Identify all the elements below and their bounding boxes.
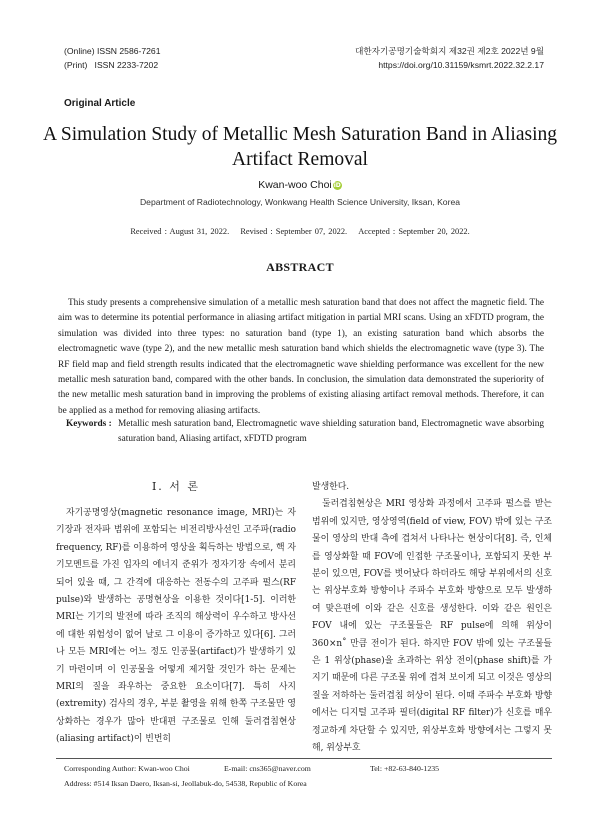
paragraph: 둘러겹침현상은 MRI 영상화 과정에서 고주파 펄스를 받는 범위에 있지만, 영상영역(field of view, FOV) 밖에 있는 구조물이 영상의 반대 측에 겹쳐서 나타나는 현상이다[8]. 즉, 인체를 영상화할 때 FOV에 인접한 구조물이나, 포함되지 못한 부분이 있으면, FOV를 벗어났다 하더라도 해당 부위에서의 신호는 위상부호화 방향이나 주파수 부호화 방향으로 모두 발생하여 맞은편에 이와 같은 신호를 생성한다. 이와 같은 원인은 FOV 내에 있는 구조물들은 RF pulse에 의해 위상이 360×n˚ 만큼 전이가 된다. 하지만 FOV 밖에 있는 구조물들은 1 위상(phase)을 초과하는 위상 전이(phase shift)를 가지기 때문에 다른 구조물 위에 겹쳐 보이게 되고 이것은 영상의 질을 저하하는 둘러겹침 허상이 된다. 이때 주파수 부호화 방향에서는 디지털 고주파 필터(digital RF filter)가 신호를 매우 정교하게 차단할 수 있지만, 위상부호화 방향에서는 그렇지 못해, 위상부호 <box>312 499 552 754</box>
revised-date: Revised : September 07, 2022. <box>240 227 348 236</box>
abstract-heading: ABSTRACT <box>266 260 334 274</box>
section-heading: Ⅰ. 서 론 <box>151 480 201 493</box>
author-tel: Tel: +82-63-840-1235 <box>370 764 440 773</box>
author-email[interactable]: E-mail: cns365@naver.com <box>224 764 311 773</box>
paragraph: 자기공명영상(magnetic resonance image, MRI)는 자기장과 전자파 범위에 포함되는 비전리방사선인 고주파(radio frequency, RF)를 이용하여 영상을 획득하는 방법으로, 핵 자기모멘트를 가진 입자의 에너지 준위가 정자기장 속에서 분리되어 있을 때, 그 간격에 대응하는 전동수의 고주파 펄스(RF pulse)와 발생하는 공명현상을 이용한 것이다[1-5]. 이러한 MRI는 기기의 발전에 따라 조직의 해상력이 우수하고 방사선에 대한 위험성이 없어 날로 그 이용이 증가하고 있다[6]. 그러나 모든 MRI에는 어느 정도 인공물(artifact)가 발생하기 있기 마련이며 이 인공물을 어떻게 제거할 것인가 하는 문제는 MRI의 질을 좌우하는 중요한 요소이다[7]. 특히 사지(extremity) 검사의 경우, 부분 촬영을 위해 한쪽 구조물만 영상화하는 경우가 많아 반대편 구조물로 인해 둘러겹침현상(aliasing artifact)이 빈번히 <box>56 508 296 745</box>
article-dates <box>0 227 600 236</box>
doi-link[interactable]: https://doi.org/10.31159/ksmrt.2022.32.2.17 <box>378 60 544 70</box>
journal-block <box>355 44 544 72</box>
author-name: Kwan-woo Choi <box>258 179 332 191</box>
author-address: Address: #514 Iksan Daero, Iksan-si, Jeollabuk-do, 54538, Republic of Korea <box>64 779 307 788</box>
issn-block <box>64 44 161 72</box>
orcid-icon[interactable]: iD <box>333 182 341 189</box>
accepted-date: Accepted : September 20, 2022. <box>358 227 470 236</box>
paragraph: 발생한다. <box>312 482 350 492</box>
received-date: Received : August 31, 2022. <box>130 227 230 236</box>
affiliation: Department of Radiotechnology, Wonkwang Health Science University, Iksan, Korea <box>139 197 461 207</box>
keywords <box>66 417 544 448</box>
corresponding-author: Corresponding Author: Kwan-woo Choi <box>64 764 190 773</box>
author-line <box>0 179 600 191</box>
correspondence-line <box>64 764 544 773</box>
keywords-label: Keywords : <box>66 419 112 429</box>
abstract-text: This study presents a comprehensive simulation of a metallic mesh saturation band that does not affect the magnetic field. The aim was to determine its potential performance in aliasing artifact mitigation in partial MRI scans. Using an xFDTD program, the simulation was divided into three types: no saturation band (type 1), an existing saturation band which absorbs the electromagnetic wave (type 2), and the new metallic mesh saturation band which shields the electromagnetic wave (type 3). The RF field map and field strength results indicated that the electromagnetic wave shielding performance was excellent for the new metallic mesh saturation band, compared with the other bands. In conclusion, the simulation data demonstrated the superiority of the new metallic mesh saturation band in improving the problems of existing aliasing artifact removal methods. Therefore, it can be applied as a method for removing aliasing artifacts. <box>58 298 544 416</box>
journal-info: 대한자기공명기술학회지 제32권 제2호 2022년 9월 <box>355 46 544 56</box>
keywords-value: Metallic mesh saturation band, Electromagnetic wave shielding saturation band, Electromagnetic wave absorbing saturation band, Aliasing artifact, xFDTD program <box>118 419 544 445</box>
footnote-divider <box>56 758 552 759</box>
paper-title: A Simulation Study of Metallic Mesh Saturation Band in Aliasing Artifact Removal <box>42 124 558 170</box>
left-column <box>56 479 296 749</box>
right-column <box>312 479 552 758</box>
online-issn: (Online) ISSN 2586-7261 <box>64 46 161 56</box>
article-type: Original Article <box>64 98 136 109</box>
print-issn: (Print) ISSN 2233-7202 <box>64 60 159 70</box>
